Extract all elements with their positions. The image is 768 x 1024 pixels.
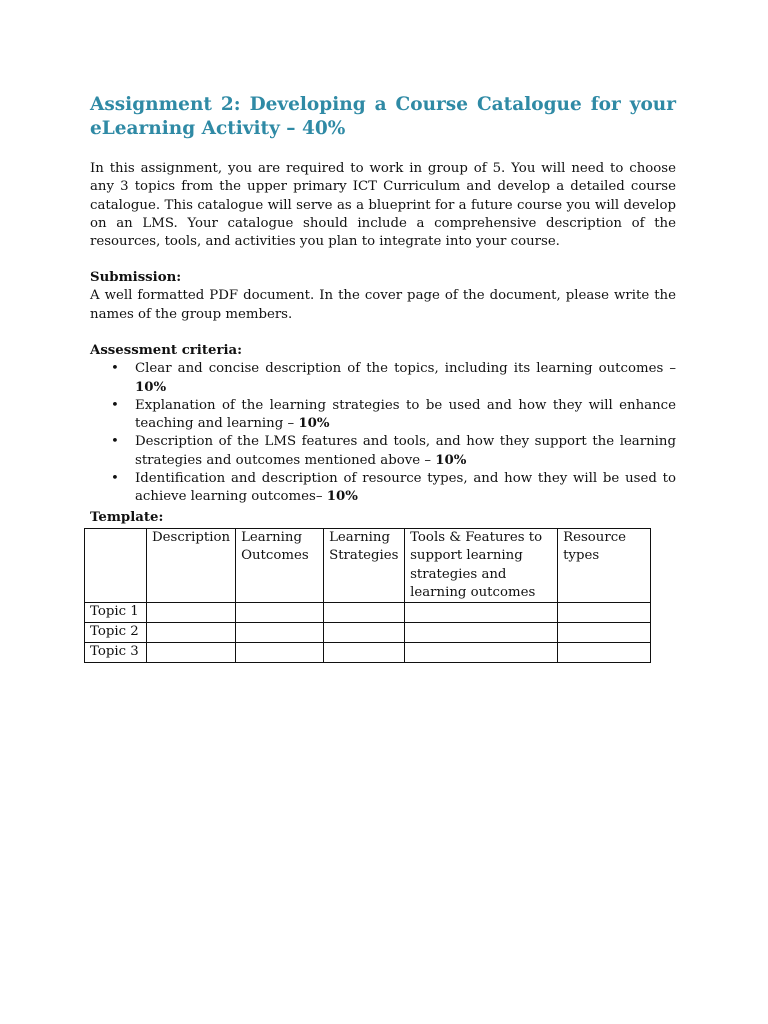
table-cell xyxy=(558,623,651,643)
bullet-icon: • xyxy=(111,471,119,487)
table-row xyxy=(85,643,651,663)
bullet-icon: • xyxy=(111,361,119,377)
table-row-label: Topic 1 xyxy=(85,603,147,623)
table-cell xyxy=(324,603,405,623)
criteria-item xyxy=(90,360,676,397)
table-cell xyxy=(405,623,558,643)
criteria-item xyxy=(90,433,676,470)
criteria-item-text: Clear and concise description of the topics, including its learning outcomes – xyxy=(135,361,676,377)
table-header-cell: Tools & Features to support learning strategies and learning outcomes xyxy=(405,529,558,603)
bullet-icon: • xyxy=(111,397,119,413)
criteria-section xyxy=(90,342,676,507)
table-header-row xyxy=(85,529,651,603)
table-header-cell: Resource types xyxy=(558,529,651,603)
criteria-item-text: Explanation of the learning strategies to be used and how they will enhance teaching and learning – xyxy=(135,397,676,432)
table-cell xyxy=(558,643,651,663)
assignment-title: Assignment 2: Developing a Course Catalogue for your eLearning Activity – 40% xyxy=(90,94,676,139)
table-header-cell: Learning Outcomes xyxy=(236,529,324,603)
table-row xyxy=(85,623,651,643)
criteria-item-weight: 10% xyxy=(135,379,167,395)
submission-heading: Submission: xyxy=(90,270,182,285)
template-label: Template: xyxy=(90,510,164,525)
criteria-item-weight: 10% xyxy=(435,452,467,468)
bullet-icon: • xyxy=(111,434,119,450)
table-cell xyxy=(324,623,405,643)
table-cell xyxy=(324,643,405,663)
submission-text: A well formatted PDF document. In the cover page of the document, please write the names of the group members. xyxy=(90,288,676,322)
table-cell xyxy=(147,603,236,623)
table-cell xyxy=(236,623,324,643)
submission-section xyxy=(90,269,676,324)
table-cell xyxy=(236,603,324,623)
criteria-item-weight: 10% xyxy=(326,489,358,505)
criteria-item-text: Description of the LMS features and tools, and how they support the learning strategies and outcomes mentioned above – xyxy=(135,434,676,468)
criteria-item-weight: 10% xyxy=(298,416,330,432)
table-row-label: Topic 3 xyxy=(85,643,147,663)
table-header-cell xyxy=(85,529,147,603)
intro-paragraph: In this assignment, you are required to work in group of 5. You will need to choose any 3 topics from the upper primary ICT Curriculum and develop a detailed course catalogue. This catalogue will serve as a blueprint for a future course you will develop on an LMS. Your catalogue should include a comprehensive description of the resources, tools, and activities you plan to integrate into your course. xyxy=(90,161,676,250)
criteria-list xyxy=(90,360,676,506)
table-row xyxy=(85,603,651,623)
table-header-cell: Description xyxy=(147,529,236,603)
criteria-heading: Assessment criteria: xyxy=(90,343,243,358)
criteria-item-text: Identification and description of resource types, and how they will be used to achieve learning outcomes– xyxy=(135,471,676,505)
table-header-cell: Learning Strategies xyxy=(324,529,405,603)
table-cell xyxy=(558,603,651,623)
table-cell xyxy=(405,603,558,623)
criteria-item xyxy=(90,470,676,507)
table-cell xyxy=(236,643,324,663)
table-cell xyxy=(147,623,236,643)
template-table xyxy=(84,528,651,663)
table-cell xyxy=(405,643,558,663)
table-row-label: Topic 2 xyxy=(85,623,147,643)
table-cell xyxy=(147,643,236,663)
criteria-item xyxy=(90,397,676,434)
